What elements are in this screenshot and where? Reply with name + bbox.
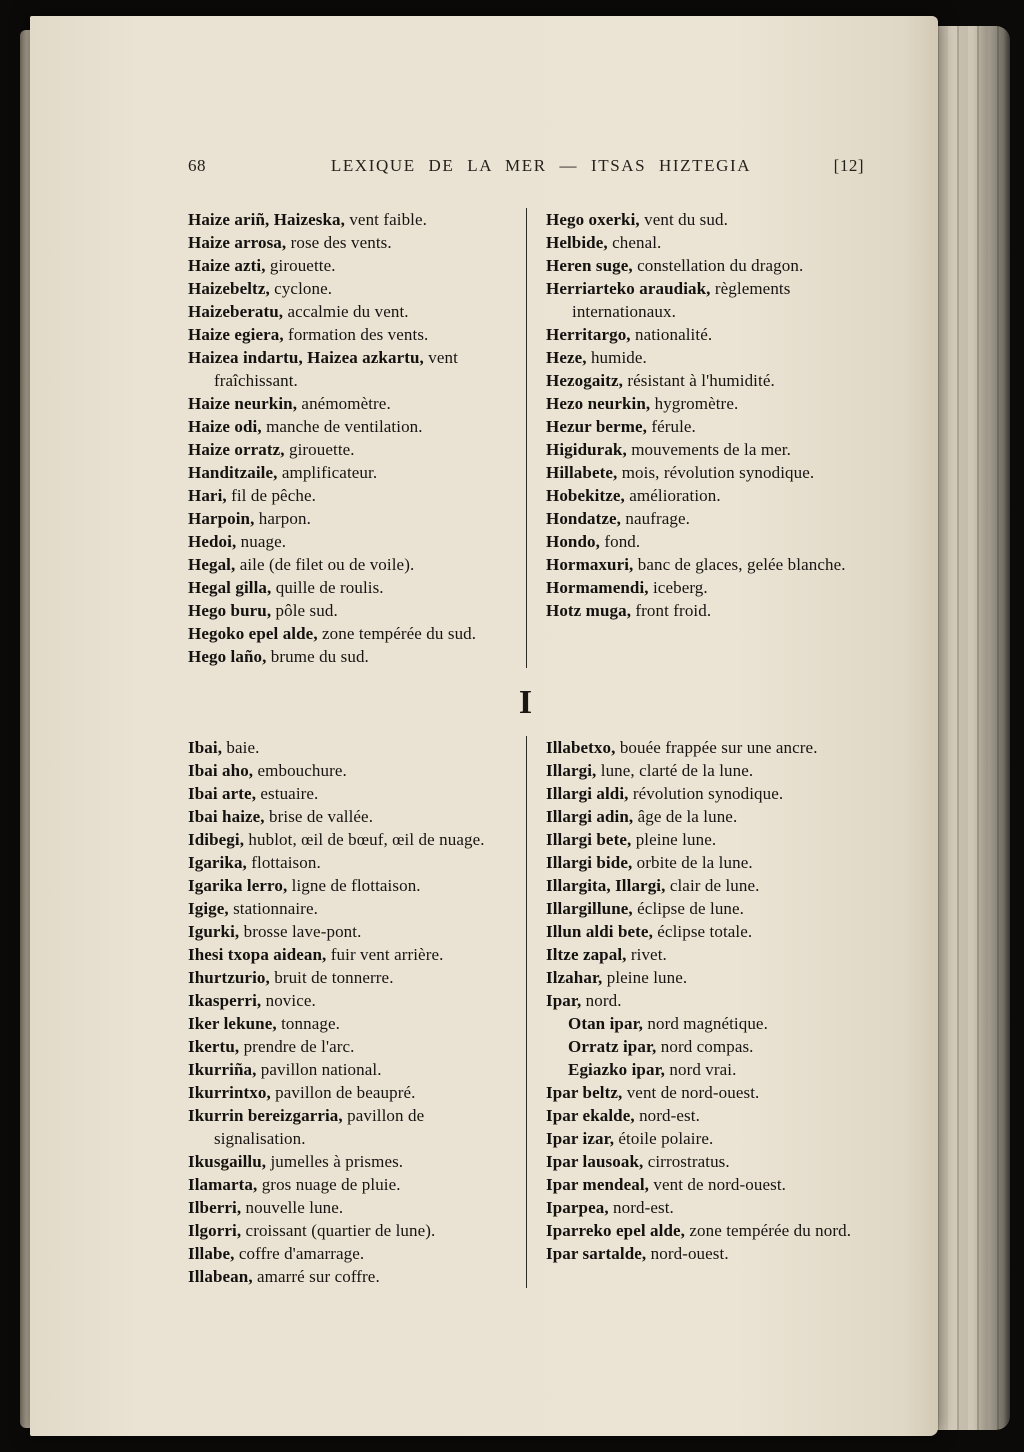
dictionary-entry: Helbide, chenal. (546, 233, 662, 252)
page-number: 68 (188, 156, 206, 175)
dictionary-entry: Haize arrosa, rose des vents. (188, 233, 392, 252)
entry-term: Iparpea, (546, 1198, 609, 1217)
dictionary-entry: Illargita, Illargi, clair de lune. (546, 876, 760, 895)
dictionary-entry: Hegoko epel alde, zone tempérée du sud. (188, 624, 477, 643)
entry-term: Haize neurkin, (188, 394, 298, 413)
section-i (188, 736, 864, 1288)
entry-term: Hezur berme, (546, 417, 647, 436)
entry-term: Ikurriña, (188, 1060, 257, 1079)
entry-term: Helbide, (546, 233, 608, 252)
entry-term: Ikertu, (188, 1037, 240, 1056)
page-content (188, 156, 864, 1288)
dictionary-entry: Egiazko ipar, nord vrai. (568, 1060, 737, 1079)
entry-term: Illabean, (188, 1267, 253, 1286)
dictionary-entry: Harpoin, harpon. (188, 509, 311, 528)
dictionary-entry: Ikasperri, novice. (188, 991, 316, 1010)
entry-term: Hegoko epel alde, (188, 624, 318, 643)
entry-term: Hego laño, (188, 647, 267, 666)
dictionary-entry: Higidurak, mouvements de la mer. (546, 440, 791, 459)
dictionary-entry: Illargi, lune, clarté de la lune. (546, 761, 754, 780)
dictionary-entry: Hego buru, pôle sud. (188, 601, 338, 620)
entry-term: Ikurrintxo, (188, 1083, 271, 1102)
entry-term: Illargi adin, (546, 807, 634, 826)
section-heading-i: I (518, 684, 534, 721)
dictionary-entry: Igarika lerro, ligne de flottaison. (188, 876, 421, 895)
book-page (30, 16, 938, 1436)
dictionary-entry: Hillabete, mois, révolution synodique. (546, 463, 815, 482)
entry-term: Igige, (188, 899, 229, 918)
dictionary-entry: Ikusgaillu, jumelles à prismes. (188, 1152, 404, 1171)
dictionary-entry: Ilzahar, pleine lune. (546, 968, 688, 987)
dictionary-entry: Hedoi, nuage. (188, 532, 287, 551)
entry-term: Illargi, (546, 761, 597, 780)
dictionary-entry: Heze, humide. (546, 348, 647, 367)
dictionary-entry: Illabe, coffre d'amarrage. (188, 1244, 365, 1263)
entry-term: Ibai, (188, 738, 223, 757)
entry-term: Higidurak, (546, 440, 627, 459)
entry-term: Iparreko epel alde, (546, 1221, 685, 1240)
dictionary-entry: Hondatze, naufrage. (546, 509, 691, 528)
entry-term: Hondatze, (546, 509, 622, 528)
dictionary-entry: Ipar lausoak, cirrostratus. (546, 1152, 730, 1171)
section-h-left-column (188, 208, 526, 668)
dictionary-entry: Hegal, aile (de filet ou de voile). (188, 555, 415, 574)
dictionary-entry: Iker lekune, tonnage. (188, 1014, 340, 1033)
entry-term: Ihurtzurio, (188, 968, 270, 987)
dictionary-entry: Ihurtzurio, bruit de tonnerre. (188, 968, 394, 987)
entry-term: Hillabete, (546, 463, 618, 482)
entry-term: Haizeberatu, (188, 302, 284, 321)
entry-term: Haize ariñ, Haizeska, (188, 210, 345, 229)
dictionary-entry: Otan ipar, nord magnétique. (568, 1014, 768, 1033)
dictionary-entry: Ibai arte, estuaire. (188, 784, 319, 803)
entry-term: Hari, (188, 486, 227, 505)
dictionary-entry: Haize odi, manche de ventilation. (188, 417, 423, 436)
entry-term: Hotz muga, (546, 601, 632, 620)
entry-term: Ikasperri, (188, 991, 262, 1010)
dictionary-entry: Hezo neurkin, hygromètre. (546, 394, 739, 413)
dictionary-entry: Ilgorri, croissant (quartier de lune). (188, 1221, 436, 1240)
dictionary-entry: Ipar izar, étoile polaire. (546, 1129, 714, 1148)
entry-term: Ibai aho, (188, 761, 254, 780)
section-h-right-column (526, 208, 864, 668)
entry-term: Herritargo, (546, 325, 631, 344)
entry-term: Ipar beltz, (546, 1083, 623, 1102)
dictionary-entry: Illargi bete, pleine lune. (546, 830, 717, 849)
dictionary-entry: Iltze zapal, rivet. (546, 945, 667, 964)
section-i-columns (188, 736, 864, 1288)
entry-term: Haize odi, (188, 417, 262, 436)
page-header (188, 156, 864, 176)
dictionary-entry: Hezogaitz, résistant à l'humidité. (546, 371, 775, 390)
dictionary-entry: Hegal gilla, quille de roulis. (188, 578, 384, 597)
dictionary-entry: Illargillune, éclipse de lune. (546, 899, 745, 918)
entry-term: Ipar sartalde, (546, 1244, 647, 1263)
entry-term: Idibegi, (188, 830, 245, 849)
dictionary-entry: Haize egiera, formation des vents. (188, 325, 429, 344)
section-i-right-column (526, 736, 864, 1288)
entry-term: Ipar ekalde, (546, 1106, 635, 1125)
entry-term: Ibai haize, (188, 807, 265, 826)
dictionary-entry: Ilamarta, gros nuage de pluie. (188, 1175, 401, 1194)
entry-term: Orratz ipar, (568, 1037, 657, 1056)
dictionary-entry: Haizea indartu, Haizea azkartu, vent fraîchissant. (188, 348, 458, 390)
dictionary-entry: Heren suge, constellation du dragon. (546, 256, 804, 275)
entry-term: Hondo, (546, 532, 600, 551)
entry-term: Illargillune, (546, 899, 633, 918)
entry-term: Ilgorri, (188, 1221, 242, 1240)
entry-term: Ipar, (546, 991, 582, 1010)
entry-term: Illargi aldi, (546, 784, 629, 803)
entry-term: Herriarteko araudiak, (546, 279, 711, 298)
dictionary-entry: Ibai, baie. (188, 738, 260, 757)
entry-term: Ipar mendeal, (546, 1175, 649, 1194)
dictionary-entry: Ikertu, prendre de l'arc. (188, 1037, 355, 1056)
entry-term: Illabetxo, (546, 738, 616, 757)
entry-term: Hedoi, (188, 532, 237, 551)
dictionary-entry: Ibai haize, brise de vallée. (188, 807, 374, 826)
dictionary-entry: Hormamendi, iceberg. (546, 578, 708, 597)
dictionary-entry: Ipar sartalde, nord-ouest. (546, 1244, 729, 1263)
entry-term: Ilberri, (188, 1198, 242, 1217)
entry-term: Ibai arte, (188, 784, 257, 803)
dictionary-entry: Handitzaile, amplificateur. (188, 463, 378, 482)
dictionary-entry: Hondo, fond. (546, 532, 641, 551)
dictionary-entry: Haizeberatu, accalmie du vent. (188, 302, 409, 321)
dictionary-entry: Idibegi, hublot, œil de bœuf, œil de nuage. (188, 830, 485, 849)
entry-term: Haizebeltz, (188, 279, 270, 298)
dictionary-entry: Haizebeltz, cyclone. (188, 279, 333, 298)
entry-term: Ikusgaillu, (188, 1152, 267, 1171)
entry-term: Hego oxerki, (546, 210, 640, 229)
entry-term: Hormamendi, (546, 578, 649, 597)
entry-term: Hezogaitz, (546, 371, 623, 390)
dictionary-entry: Haize orratz, girouette. (188, 440, 355, 459)
dictionary-entry: Igarika, flottaison. (188, 853, 321, 872)
entry-term: Hego buru, (188, 601, 272, 620)
dictionary-entry: Illabean, amarré sur coffre. (188, 1267, 380, 1286)
dictionary-entry: Hari, fil de pêche. (188, 486, 316, 505)
entry-term: Ihesi txopa aidean, (188, 945, 327, 964)
dictionary-entry: Illargi adin, âge de la lune. (546, 807, 738, 826)
page-stack-edge-right (928, 26, 1010, 1430)
dictionary-entry: Iparreko epel alde, zone tempérée du nord. (546, 1221, 852, 1240)
dictionary-entry: Orratz ipar, nord compas. (568, 1037, 754, 1056)
entry-term: Illun aldi bete, (546, 922, 653, 941)
dictionary-entry: Hobekitze, amélioration. (546, 486, 721, 505)
entry-term: Haize arrosa, (188, 233, 287, 252)
dictionary-entry: Herritargo, nationalité. (546, 325, 713, 344)
entry-term: Igarika lerro, (188, 876, 288, 895)
entry-term: Heren suge, (546, 256, 633, 275)
entry-term: Egiazko ipar, (568, 1060, 666, 1079)
entry-term: Ipar lausoak, (546, 1152, 644, 1171)
entry-term: Heze, (546, 348, 587, 367)
entry-term: Otan ipar, (568, 1014, 644, 1033)
dictionary-entry: Haize azti, girouette. (188, 256, 336, 275)
entry-term: Haize orratz, (188, 440, 285, 459)
entry-term: Hegal gilla, (188, 578, 272, 597)
dictionary-entry: Ibai aho, embouchure. (188, 761, 347, 780)
dictionary-entry: Illargi bide, orbite de la lune. (546, 853, 753, 872)
entry-term: Illargi bete, (546, 830, 632, 849)
dictionary-entry: Ikurrin bereizgarria, pavillon de signalisation. (188, 1106, 425, 1148)
dictionary-entry: Ihesi txopa aidean, fuir vent arrière. (188, 945, 444, 964)
dictionary-entry: Hego oxerki, vent du sud. (546, 210, 728, 229)
dictionary-entry: Ipar, nord. (546, 991, 622, 1010)
entry-term: Igurki, (188, 922, 240, 941)
dictionary-entry: Ipar ekalde, nord-est. (546, 1106, 700, 1125)
entry-term: Hegal, (188, 555, 236, 574)
dictionary-entry: Hormaxuri, banc de glaces, gelée blanche. (546, 555, 846, 574)
dictionary-entry: Ipar beltz, vent de nord-ouest. (546, 1083, 760, 1102)
entry-term: Haize azti, (188, 256, 266, 275)
entry-term: Illargi bide, (546, 853, 633, 872)
entry-term: Haize egiera, (188, 325, 284, 344)
entry-term: Ilzahar, (546, 968, 603, 987)
entry-term: Hezo neurkin, (546, 394, 651, 413)
entry-term: Hobekitze, (546, 486, 625, 505)
dictionary-entry: Illabetxo, bouée frappée sur une ancre. (546, 738, 818, 757)
entry-term: Ikurrin bereizgarria, (188, 1106, 343, 1125)
entry-term: Hormaxuri, (546, 555, 634, 574)
dictionary-entry: Igurki, brosse lave-pont. (188, 922, 362, 941)
entry-term: Handitzaile, (188, 463, 278, 482)
dictionary-entry: Hotz muga, front froid. (546, 601, 712, 620)
entry-term: Iker lekune, (188, 1014, 277, 1033)
dictionary-entry: Ikurrintxo, pavillon de beaupré. (188, 1083, 416, 1102)
dictionary-entry: Ikurriña, pavillon national. (188, 1060, 382, 1079)
dictionary-entry: Ipar mendeal, vent de nord-ouest. (546, 1175, 787, 1194)
dictionary-entry: Hego laño, brume du sud. (188, 647, 369, 666)
entry-term: Iltze zapal, (546, 945, 627, 964)
section-h (188, 208, 864, 668)
dictionary-entry: Ilberri, nouvelle lune. (188, 1198, 344, 1217)
entry-term: Illabe, (188, 1244, 235, 1263)
entry-term: Ilamarta, (188, 1175, 258, 1194)
dictionary-entry: Haize neurkin, anémomètre. (188, 394, 391, 413)
dictionary-entry: Haize ariñ, Haizeska, vent faible. (188, 210, 427, 229)
entry-term: Ipar izar, (546, 1129, 615, 1148)
dictionary-entry: Illargi aldi, révolution synodique. (546, 784, 784, 803)
entry-term: Igarika, (188, 853, 247, 872)
dictionary-entry: Iparpea, nord-est. (546, 1198, 674, 1217)
running-title: LEXIQUE DE LA MER — ITSAS HIZTEGIA (330, 156, 752, 175)
dictionary-entry: Hezur berme, férule. (546, 417, 696, 436)
dictionary-entry: Herriarteko araudiak, règlements internationaux. (546, 279, 791, 321)
section-h-columns (188, 208, 864, 668)
dictionary-entry: Illun aldi bete, éclipse totale. (546, 922, 753, 941)
entry-term: Haizea indartu, Haizea azkartu, (188, 348, 424, 367)
section-i-left-column (188, 736, 526, 1288)
entry-term: Harpoin, (188, 509, 255, 528)
dictionary-entry: Igige, stationnaire. (188, 899, 318, 918)
entry-term: Illargita, Illargi, (546, 876, 666, 895)
issue-number: [12] (833, 156, 864, 175)
